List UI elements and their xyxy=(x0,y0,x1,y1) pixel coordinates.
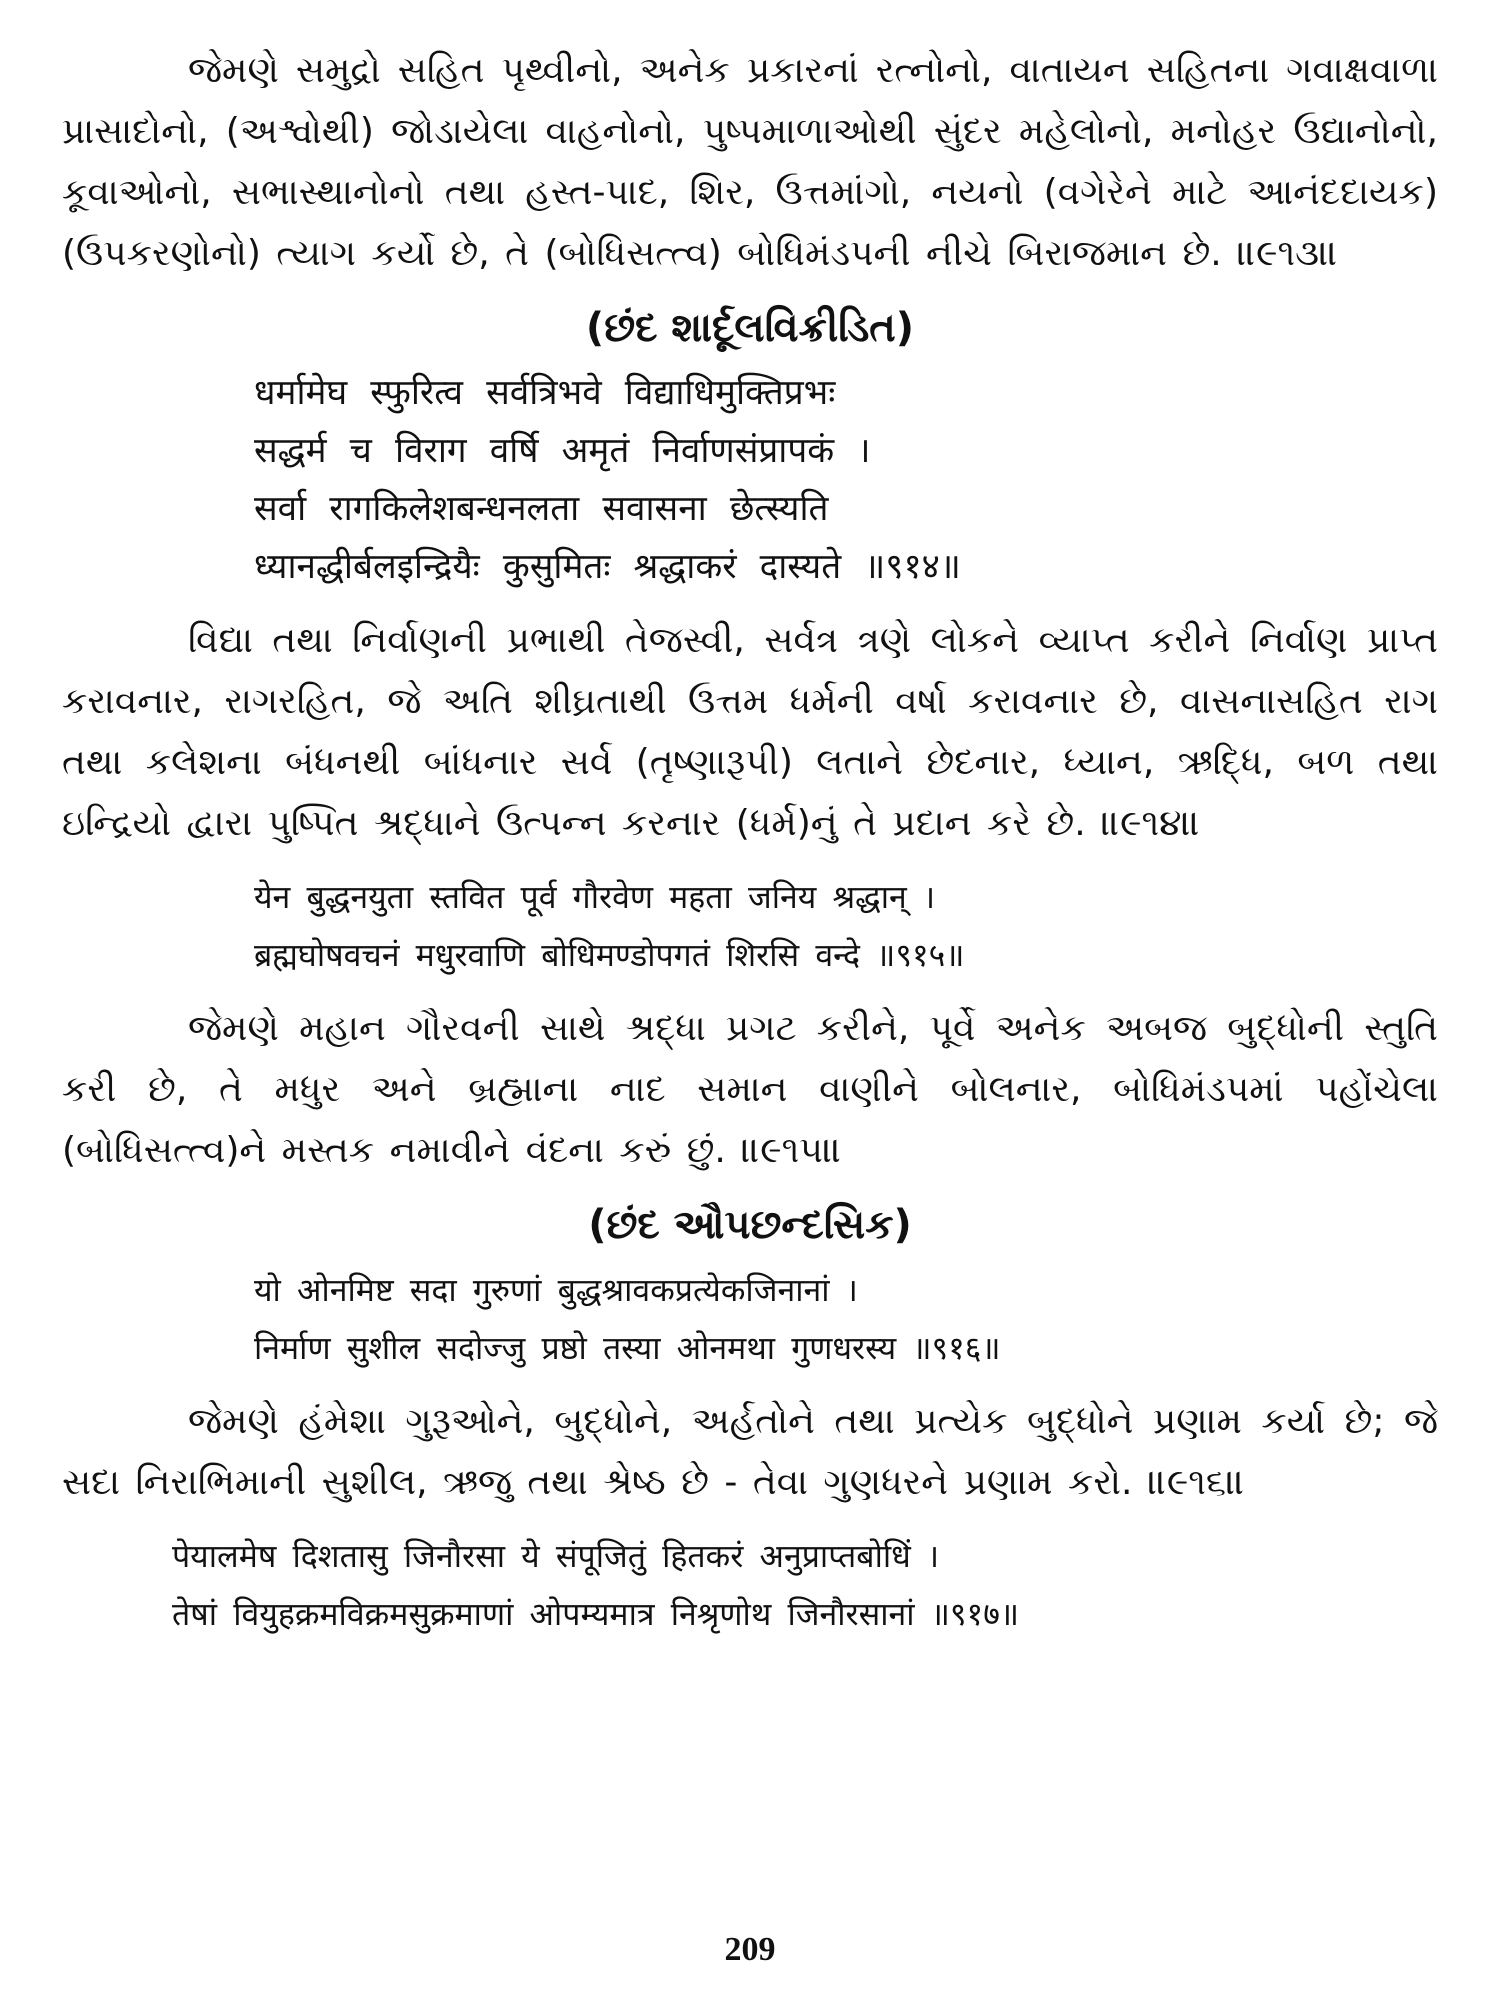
verse-line: सर्वा रागकिलेशबन्धनलता सवासना छेत्स्यति xyxy=(254,489,829,529)
verse-line: येन बुद्धनयुता स्तवित पूर्व गौरवेण महता जनिय श्रद्धान् । xyxy=(254,878,936,916)
verse-line: यो ओनमिष्ट सदा गुरुणां बुद्धश्रावकप्रत्येकजिनानां । xyxy=(254,1271,858,1309)
verse-917 xyxy=(62,1527,1438,1643)
verse-915 xyxy=(62,868,1438,984)
verse-line: ब्रह्मघोषवचनं मधुरवाणि बोधिमण्डोपगतं शिरसि वन्दे ॥९१५॥ xyxy=(254,936,965,974)
paragraph-914: વિદ્યા તથા નિર્વાણની પ્રભાથી તેજસ્વી, સર્વત્ર ત્રણે લોકને વ્યાપ્ત કરીને નિર્વાણ પ્રાપ્ત કરાવનાર, રાગરહિત, જે અતિ શીઘ્રતાથી ઉત્તમ ધર્મની વર્ષા કરાવનાર છે, વાસનાસહિત રાગ તથા કલેશના બંધનથી બાંધનાર સર્વ (તૃષ્ણારૂપી) લતાને છેદનાર, ધ્યાન, ઋદ્ધિ, બળ તથા ઇન્દ્રિયો દ્વારા પુષ્પિત શ્રદ્ધાને ઉત્પન્ન કરનાર (ધર્મ)નું તે પ્રદાન કરે છે. ॥૯૧૪॥ xyxy=(62,620,1438,844)
verse-line: तेषां वियुहक्रमविक्रमसुक्रमाणां ओपम्यमात्र निश्रृणोथ जिनौरसानां ॥९१७॥ xyxy=(172,1595,1020,1633)
section-heading-aupachhandasika: (છંદ ઔપછન્દસિક) xyxy=(588,1202,912,1248)
section-heading-shardula: (છંદ શાર્દૂલવિક્રીડિત) xyxy=(585,305,915,351)
paragraph-916: જેમણે હંમેશા ગુરૂઓને, બુદ્ધોને, અર્હતોને તથા પ્રત્યેક બુદ્ધોને પ્રણામ કર્યા છે; જે સદા નિરાભિમાની સુશીલ, ઋજુ તથા શ્રેષ્ઠ છે - તેવા ગુણધરને પ્રણામ કરો. ॥૯૧૬॥ xyxy=(62,1401,1438,1503)
verse-916 xyxy=(62,1261,1438,1377)
paragraph-915: જેમણે મહાન ગૌરવની સાથે શ્રદ્ધા પ્રગટ કરીને, પૂર્વે અનેક અબજ બુદ્ધોની સ્તુતિ કરી છે, તે મધુર અને બ્રહ્માના નાદ સમાન વાણીને બોલનાર, બોધિમંડપમાં પહોંચેલા (બોધિસત્ત્વ)ને મસ્તક નમાવીને વંદના કરું છું. ॥૯૧૫॥ xyxy=(62,1008,1438,1171)
verse-line: सद्धर्म च विराग वर्षि अमृतं निर्वाणसंप्रापकं । xyxy=(254,431,871,471)
verse-line: निर्माण सुशील सदोज्जु प्रष्ठो तस्या ओनमथा गुणधरस्य ॥९१६॥ xyxy=(254,1329,1001,1367)
verse-line: धर्मामेघ स्फुरित्व सर्वत्रिभवे विद्याधिमुक्तिप्रभः xyxy=(254,373,836,413)
paragraph-913: જેમણે સમુદ્રો સહિત પૃથ્વીનો, અનેક પ્રકારનાં રત્નોનો, વાતાયન સહિતના ગવાક્ષવાળા પ્રાસાદોનો, (અશ્વોથી) જોડાયેલા વાહનોનો, પુષ્પમાળાઓથી સુંદર મહેલોનો, મનોહર ઉદ્યાનોનો, કૂવાઓનો, સભાસ્થાનોનો તથા હસ્ત-પાદ, શિર, ઉત્તમાંગો, નયનો (વગેરેને માટે આનંદદાયક) (ઉપકરણોનો) ત્યાગ કર્યો છે, તે (બોધિસત્ત્વ) બોધિમંડપની નીચે બિરાજમાન છે. ॥૯૧૩॥ xyxy=(62,50,1438,274)
page-number: 209 xyxy=(724,1931,776,1968)
verse-line: पेयालमेष दिशतासु जिनौरसा ये संपूजितुं हितकरं अनुप्राप्तबोधिं । xyxy=(172,1537,940,1575)
verse-line: ध्यानद्धीर्बलइन्द्रियैः कुसुमितः श्रद्धाकरं दास्यते ॥९१४॥ xyxy=(254,547,961,587)
verse-914 xyxy=(62,364,1438,596)
